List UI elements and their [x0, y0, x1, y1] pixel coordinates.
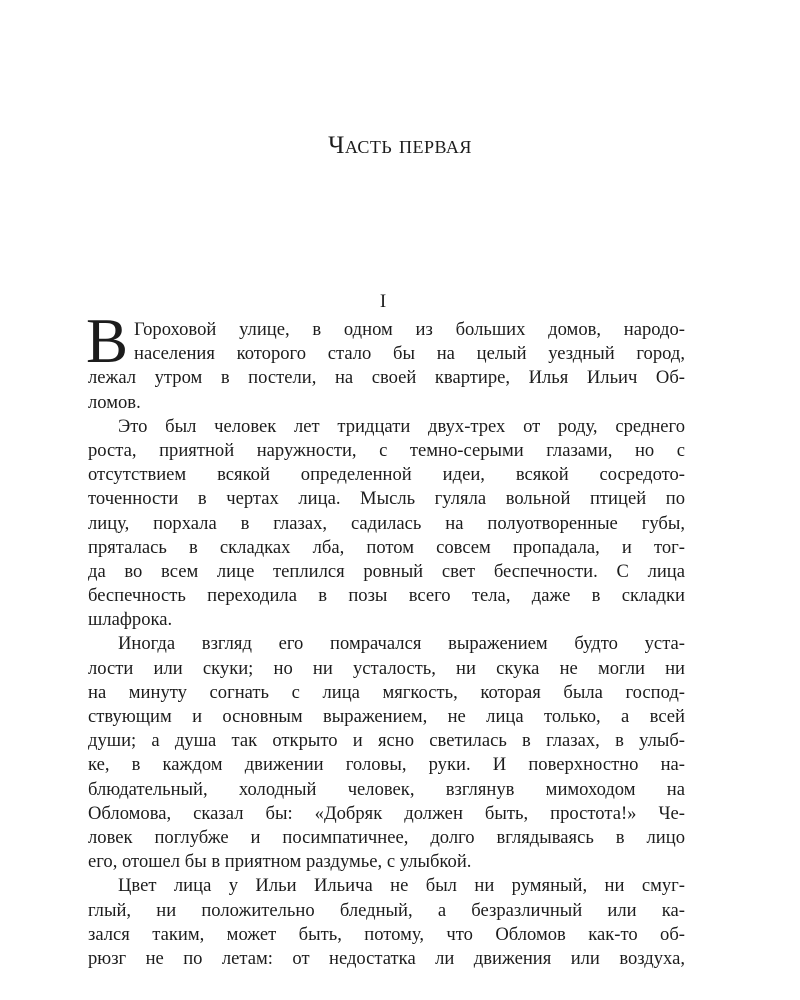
text-line: лежал утром в постели, на своей квартире, Илья Ильич Об-: [88, 367, 685, 389]
text-lines: [88, 318, 685, 971]
text-line: его, отошел бы в приятном раздумье, с улыбкой.: [88, 851, 472, 873]
text-line: лости или скуки; но ни усталость, ни скука не могли ни: [88, 657, 685, 679]
text-line: зался таким, может быть, потому, что Обломов как-то об-: [88, 923, 685, 945]
text-line: населения которого стало бы на целый уездный город,: [134, 343, 685, 365]
text-line: роста, приятной наружности, с темно-серыми глазами, но с: [88, 439, 685, 461]
part-title: Часть первая: [328, 132, 472, 159]
text-line: Иногда взгляд его помрачался выражением будто уста-: [118, 633, 685, 655]
text-line: ке, в каждом движении головы, руки. И поверхностно на-: [88, 754, 685, 776]
text-line: Это был человек лет тридцати двух-трех от роду, среднего: [118, 415, 685, 437]
text-line: шлафрока.: [88, 609, 173, 631]
text-line: точенности в чертах лица. Мысль гуляла вольной птицей по: [88, 488, 685, 510]
chapter-text: [86, 306, 685, 971]
text-line: лицу, порхала в глазах, садилась на полуотворенные губы,: [88, 512, 685, 534]
text-line: глый, ни положительно бледный, а безразличный или ка-: [88, 899, 685, 921]
text-line: Гороховой улице, в одном из больших домов, народо-: [134, 319, 685, 340]
text-line: рюзг не по летам: от недостатка ли движения или воздуха,: [88, 947, 685, 969]
drop-cap: В: [86, 306, 129, 376]
text-line: блюдательный, холодный человек, взглянув мимоходом на: [88, 778, 685, 800]
chapter-number: I: [379, 291, 387, 312]
text-line: на минуту согнать с лица мягкость, которая была господ-: [88, 681, 685, 703]
text-line: ствующим и основным выражением, не лица только, а всей: [88, 706, 685, 727]
text-line: души; а душа так открыто и ясно светилась в глазах, в улыб-: [88, 730, 685, 752]
text-line: Цвет лица у Ильи Ильича не был ни румяный, ни смуг-: [118, 875, 685, 897]
text-line: пряталась в складках лба, потом совсем пропадала, и тог-: [88, 536, 685, 558]
text-line: отсутствием всякой определенной идеи, всякой сосредото-: [88, 464, 685, 486]
text-line: Обломова, сказал бы: «Добряк должен быть, простота!» Че-: [88, 802, 685, 824]
text-line: ловек поглубже и посимпатичнее, долго вглядываясь в лицо: [88, 826, 685, 848]
text-line: ломов.: [88, 391, 141, 413]
text-line: беспечность переходила в позы всего тела, даже в складки: [88, 585, 685, 607]
text-line: да во всем лице теплился ровный свет беспечности. С лица: [88, 560, 685, 582]
